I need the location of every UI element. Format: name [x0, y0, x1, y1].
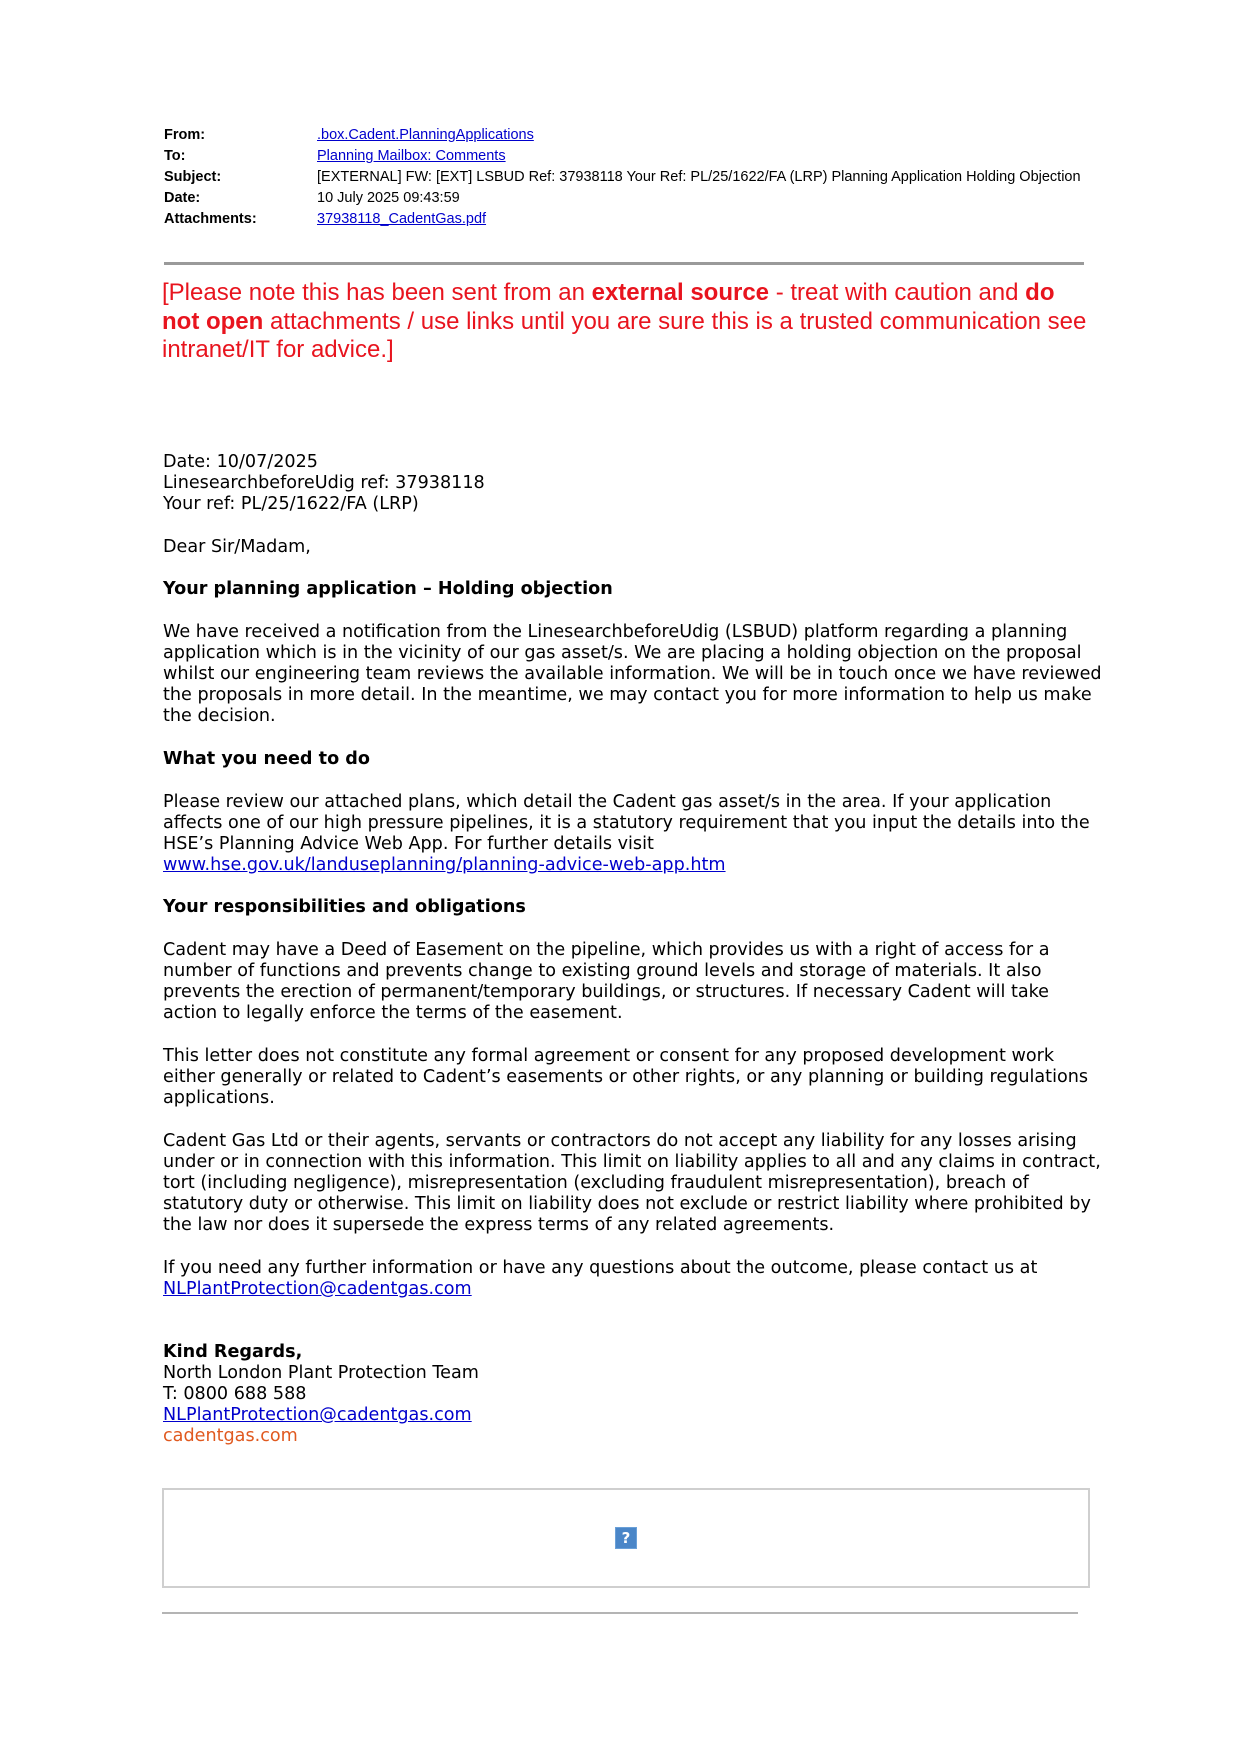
paragraph-easement: Cadent may have a Deed of Easement on the pipeline, which provides us with a right of access for a number of functions and prevents change to existing ground levels and storage of materials. It also prevents the erection of permanent/temporary buildings, or structures. If necessary Cadent will take action to legally enforce the terms of the easement. — [163, 940, 1050, 1024]
hse-link[interactable]: www.hse.gov.uk/landuseplanning/planning-advice-web-app.htm — [163, 854, 726, 875]
signature-phone: T: 0800 688 588 — [163, 1384, 307, 1404]
from-link[interactable]: .box.Cadent.PlanningApplications — [317, 127, 534, 143]
date-label: Date: — [164, 190, 201, 206]
email-header — [164, 127, 1084, 232]
letter-body — [163, 452, 1103, 1447]
paragraph-liability: Cadent Gas Ltd or their agents, servants or contractors do not accept any liability for any losses arising under or in connection with this information. This limit on liability applies to all and any claims in contract, tort (including negligence), misrepresentation (excluding fraudulent misrepresentation), breach of statutory duty or otherwise. This limit on liability does not exclude or restrict liability where prohibited by the law nor does it supersede the express terms of any related agreements. — [163, 1130, 1101, 1236]
reference-block — [163, 452, 1103, 515]
subject-label: Subject: — [164, 169, 222, 185]
header-divider — [164, 262, 1084, 265]
header-attachments-row — [164, 211, 1084, 228]
header-to-row — [164, 148, 1084, 165]
paragraph-notification: We have received a notification from the LinesearchbeforeUdig (LSBUD) platform regarding a planning application which is in the vicinity of our gas asset/s. We are placing a holding objection on the proposal whilst our engineering team reviews the available information. We will be in touch once we have reviewed the proposals in more detail. In the meantime, we may contact you for more information to help us make the decision. — [163, 621, 1102, 727]
attachments-label: Attachments: — [164, 211, 257, 227]
salutation: Dear Sir/Madam, — [163, 536, 311, 557]
footer-divider — [162, 1612, 1078, 1614]
paragraph-no-consent: This letter does not constitute any formal agreement or consent for any proposed development work either generally or related to Cadent’s easements or other rights, or any planning or building regulations applications. — [163, 1045, 1089, 1109]
warning-text-3: attachments / use links until you are sure this is a trusted communication see intranet/IT for advice.] — [162, 307, 1087, 363]
attachment-link[interactable]: 37938118_CadentGas.pdf — [317, 211, 487, 227]
your-ref: Your ref: PL/25/1622/FA (LRP) — [163, 494, 419, 515]
signature-closing: Kind Regards, — [163, 1341, 303, 1362]
header-from-row — [164, 127, 1084, 144]
subject-value: [EXTERNAL] FW: [EXT] LSBUD Ref: 37938118 Your Ref: PL/25/1622/FA (LRP) Planning Application Holding Objection — [317, 169, 1081, 185]
external-source-warning — [162, 279, 1092, 365]
lsbud-ref: LinesearchbeforeUdig ref: 37938118 — [163, 473, 485, 494]
header-subject-row — [164, 169, 1084, 186]
signature-website[interactable]: cadentgas.com — [163, 1426, 298, 1447]
from-label: From: — [164, 127, 206, 143]
image-placeholder-box — [162, 1488, 1090, 1588]
broken-image-icon: ? — [615, 1527, 637, 1549]
warning-bold-1: external source — [591, 279, 770, 306]
heading-responsibilities: Your responsibilities and obligations — [163, 897, 526, 918]
review-plans-text: Please review our attached plans, which detail the Cadent gas asset/s in the area. If your application affects one of our high pressure pipelines, it is a statutory requirement that you input the details into the HSE’s Planning Advice Web App. For further details visit — [163, 791, 1090, 854]
paragraph-contact — [163, 1258, 1103, 1300]
date-value: 10 July 2025 09:43:59 — [317, 190, 460, 206]
warning-text-2: - treat with caution and — [769, 279, 1026, 306]
to-label: To: — [164, 148, 186, 164]
signature-email-link[interactable]: NLPlantProtection@cadentgas.com — [163, 1405, 472, 1426]
heading-what-to-do: What you need to do — [163, 748, 370, 769]
warning-text-1: [Please note this has been sent from an — [162, 279, 592, 306]
warning-bold-2: do not open — [162, 279, 1055, 335]
contact-text: If you need any further information or have any questions about the outcome, please contact us at — [163, 1257, 1038, 1278]
paragraph-review-plans — [163, 792, 1103, 876]
signature-team: North London Plant Protection Team — [163, 1362, 479, 1383]
contact-email-link[interactable]: NLPlantProtection@cadentgas.com — [163, 1278, 472, 1299]
heading-holding-objection: Your planning application – Holding objection — [163, 579, 613, 600]
to-link[interactable]: Planning Mailbox: Comments — [317, 148, 506, 164]
letter-date: Date: 10/07/2025 — [163, 452, 318, 472]
signature-block — [163, 1342, 1103, 1447]
header-date-row — [164, 190, 1084, 207]
